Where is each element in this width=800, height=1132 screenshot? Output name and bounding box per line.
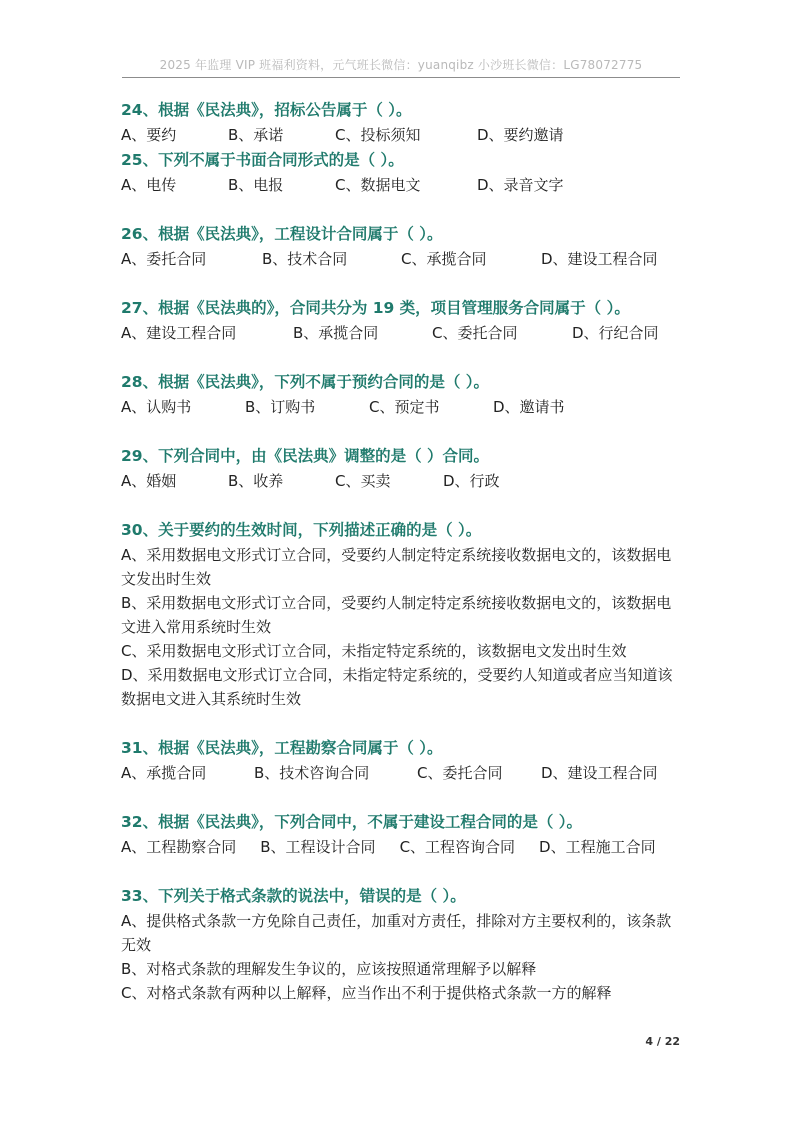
question-28 (121, 369, 683, 419)
option-d: D、行政 (443, 472, 500, 490)
question-title: 28、根据《民法典》，下列不属于预约合同的是（ ）。 (121, 373, 489, 391)
option-c: C、投标须知 (335, 126, 421, 144)
question-27 (121, 295, 683, 345)
option-a: A、建设工程合同 (121, 324, 237, 342)
option-b: B、对格式条款的理解发生争议的，应该按照通常理解予以解释 (121, 960, 537, 978)
question-30 (121, 517, 683, 711)
question-24 (121, 97, 683, 147)
option-d: D、录音文字 (477, 176, 564, 194)
options-row (121, 761, 683, 785)
question-title: 32、根据《民法典》，下列合同中，不属于建设工程合同的是（ ）。 (121, 813, 582, 831)
page-number: 4 / 22 (645, 1035, 680, 1048)
option-c: C、承揽合同 (401, 250, 487, 268)
option-a: A、要约 (121, 126, 177, 144)
option-a: A、工程勘察合同 (121, 838, 237, 856)
option-b: B、技术咨询合同 (254, 764, 370, 782)
option-c: C、委托合同 (432, 324, 518, 342)
options-row (121, 123, 683, 147)
options-row (121, 247, 683, 271)
option-b: B、承诺 (228, 126, 284, 144)
question-title: 30、关于要约的生效时间，下列描述正确的是（ ）。 (121, 521, 482, 539)
spacer (121, 711, 683, 735)
option-d: D、行纪合同 (572, 324, 659, 342)
question-title: 31、根据《民法典》，工程勘察合同属于（ ）。 (121, 739, 443, 757)
option-a: A、委托合同 (121, 250, 207, 268)
spacer (121, 271, 683, 295)
option-c: C、工程咨询合同 (399, 838, 516, 856)
option-c: C、数据电文 (335, 176, 421, 194)
option-c: C、采用数据电文形式订立合同，未指定特定系统的，该数据电文发出时生效 (121, 642, 627, 660)
option-d: D、要约邀请 (477, 126, 564, 144)
option-d: D、采用数据电文形式订立合同，未指定特定系统的，受要约人知道或者应当知道该数据电文进入其系统时生效 (121, 666, 673, 708)
option-b: B、采用数据电文形式订立合同，受要约人制定特定系统接收数据电文的，该数据电文进入常用系统时生效 (121, 594, 672, 636)
spacer (121, 197, 683, 221)
option-c: C、预定书 (369, 398, 440, 416)
question-title: 26、根据《民法典》，工程设计合同属于（ ）。 (121, 225, 443, 243)
option-c: C、委托合同 (417, 764, 503, 782)
option-b: B、工程设计合同 (260, 838, 376, 856)
option-a: A、采用数据电文形式订立合同，受要约人制定特定系统接收数据电文的，该数据电文发出时生效 (121, 546, 672, 588)
options-row (121, 321, 683, 345)
option-d: D、邀请书 (493, 398, 565, 416)
option-a: A、婚姻 (121, 472, 177, 490)
option-d: D、建设工程合同 (541, 250, 658, 268)
option-b: B、订购书 (245, 398, 316, 416)
question-title: 25、下列不属于书面合同形式的是（ ）。 (121, 151, 404, 169)
option-d: D、建设工程合同 (541, 764, 658, 782)
header-divider (122, 77, 680, 78)
options-row (121, 173, 683, 197)
option-d: D、工程施工合同 (539, 838, 656, 856)
question-list (121, 97, 683, 1005)
spacer (121, 785, 683, 809)
question-25 (121, 147, 683, 197)
question-title: 24、根据《民法典》，招标公告属于（ ）。 (121, 101, 412, 119)
options-row (121, 469, 683, 493)
question-29 (121, 443, 683, 493)
option-b: B、收养 (228, 472, 284, 490)
options-row (121, 395, 683, 419)
option-b: B、承揽合同 (293, 324, 379, 342)
option-a: A、提供格式条款一方免除自己责任，加重对方责任，排除对方主要权利的，该条款无效 (121, 912, 672, 954)
option-a: A、认购书 (121, 398, 192, 416)
spacer (121, 493, 683, 517)
option-b: B、技术合同 (262, 250, 348, 268)
question-title: 29、下列合同中，由《民法典》调整的是（ ）合同。 (121, 447, 489, 465)
option-b: B、电报 (228, 176, 284, 194)
question-title: 27、根据《民法典的》，合同共分为 19 类，项目管理服务合同属于（ ）。 (121, 299, 630, 317)
question-32 (121, 809, 683, 859)
question-title: 33、下列关于格式条款的说法中，错误的是（ ）。 (121, 887, 466, 905)
option-a: A、电传 (121, 176, 177, 194)
question-26 (121, 221, 683, 271)
page-header: 2025 年监理 VIP 班福利资料，元气班长微信：yuanqibz 小沙班长微信：LG78072775 (159, 58, 643, 72)
spacer (121, 419, 683, 443)
question-31 (121, 735, 683, 785)
option-c: C、买卖 (335, 472, 391, 490)
option-c: C、对格式条款有两种以上解释，应当作出不利于提供格式条款一方的解释 (121, 984, 612, 1002)
options-row (121, 835, 683, 859)
spacer (121, 345, 683, 369)
question-33 (121, 883, 683, 1005)
spacer (121, 859, 683, 883)
option-a: A、承揽合同 (121, 764, 207, 782)
